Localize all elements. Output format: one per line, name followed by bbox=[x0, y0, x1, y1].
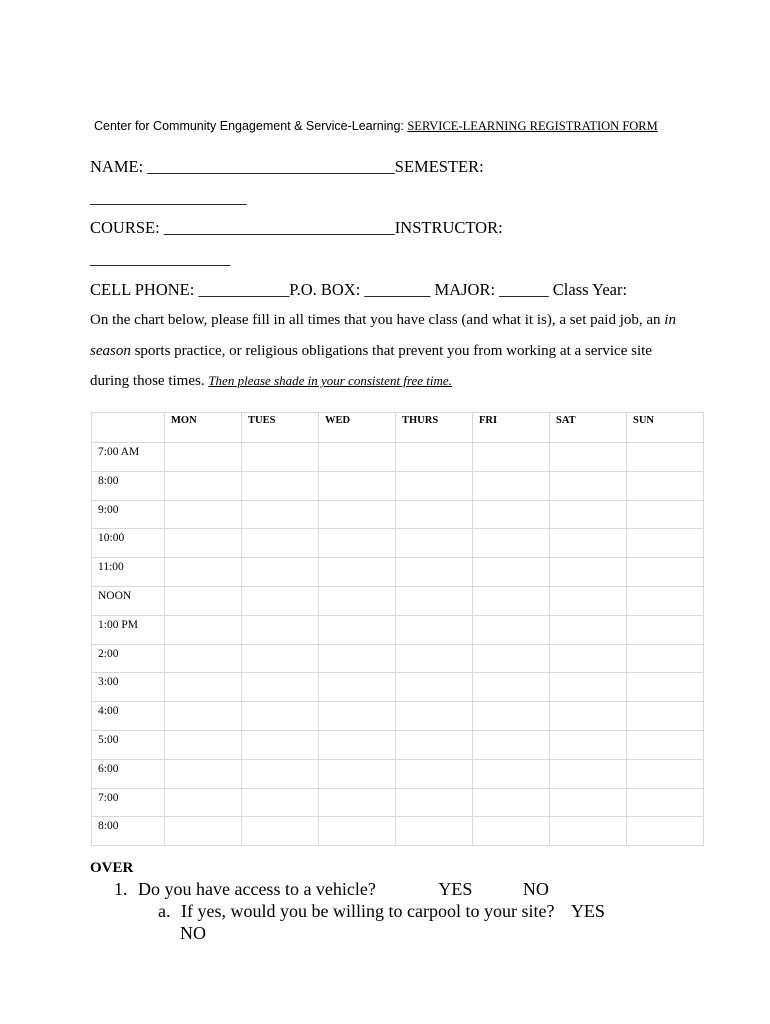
schedule-cell[interactable] bbox=[319, 529, 396, 558]
schedule-cell[interactable] bbox=[319, 500, 396, 529]
schedule-cell[interactable] bbox=[473, 788, 550, 817]
schedule-cell[interactable] bbox=[550, 817, 627, 846]
time-label: NOON bbox=[92, 586, 165, 615]
schedule-cell[interactable] bbox=[627, 817, 704, 846]
day-header: FRI bbox=[473, 413, 550, 443]
schedule-cell[interactable] bbox=[396, 817, 473, 846]
q1a-label: a. bbox=[158, 901, 171, 921]
instructions-part2: sports practice, or religious obligations that prevent you from working at a service site during those times. bbox=[90, 342, 652, 389]
schedule-cell[interactable] bbox=[319, 558, 396, 587]
schedule-cell[interactable] bbox=[627, 702, 704, 731]
schedule-cell[interactable] bbox=[396, 443, 473, 472]
q1-text: Do you have access to a vehicle? bbox=[138, 879, 376, 899]
schedule-cell[interactable] bbox=[550, 443, 627, 472]
schedule-cell[interactable] bbox=[242, 788, 319, 817]
time-label: 8:00 bbox=[92, 471, 165, 500]
schedule-cell[interactable] bbox=[242, 644, 319, 673]
schedule-cell[interactable] bbox=[242, 586, 319, 615]
schedule-cell[interactable] bbox=[627, 586, 704, 615]
q1-no-option[interactable]: NO bbox=[522, 879, 549, 899]
schedule-cell[interactable] bbox=[396, 673, 473, 702]
schedule-cell[interactable] bbox=[550, 759, 627, 788]
time-label: 4:00 bbox=[92, 702, 165, 731]
form-title: SERVICE-LEARNING REGISTRATION FORM bbox=[407, 119, 658, 133]
schedule-cell[interactable] bbox=[319, 443, 396, 472]
day-header: WED bbox=[319, 413, 396, 443]
instructions-italic: in season bbox=[90, 312, 676, 359]
schedule-cell[interactable] bbox=[550, 500, 627, 529]
schedule-cell[interactable] bbox=[165, 788, 242, 817]
schedule-cell[interactable] bbox=[627, 759, 704, 788]
table-row bbox=[92, 759, 704, 788]
q1a-text: If yes, would you be willing to carpool to your site? bbox=[181, 901, 555, 921]
schedule-cell[interactable] bbox=[396, 730, 473, 759]
schedule-cell[interactable] bbox=[165, 673, 242, 702]
schedule-cell[interactable] bbox=[627, 500, 704, 529]
table-row bbox=[92, 529, 704, 558]
schedule-cell[interactable] bbox=[242, 558, 319, 587]
day-header: THURS bbox=[396, 413, 473, 443]
schedule-cell[interactable] bbox=[550, 673, 627, 702]
table-row bbox=[92, 673, 704, 702]
schedule-cell[interactable] bbox=[473, 615, 550, 644]
schedule-cell[interactable] bbox=[550, 558, 627, 587]
schedule-cell[interactable] bbox=[550, 586, 627, 615]
schedule-cell[interactable] bbox=[165, 615, 242, 644]
schedule-cell[interactable] bbox=[242, 471, 319, 500]
schedule-cell[interactable] bbox=[550, 615, 627, 644]
schedule-cell[interactable] bbox=[165, 500, 242, 529]
time-label: 6:00 bbox=[92, 759, 165, 788]
schedule-cell[interactable] bbox=[319, 788, 396, 817]
time-label: 8:00 bbox=[92, 817, 165, 846]
schedule-cell[interactable] bbox=[396, 788, 473, 817]
contact-line[interactable]: CELL PHONE: ___________P.O. BOX: ________ MAJOR: ______ Class Year: bbox=[90, 280, 628, 299]
schedule-cell[interactable] bbox=[396, 471, 473, 500]
schedule-cell[interactable] bbox=[473, 759, 550, 788]
schedule-cell[interactable] bbox=[473, 500, 550, 529]
semester-blank[interactable]: ___________________ bbox=[90, 188, 247, 207]
time-label: 10:00 bbox=[92, 529, 165, 558]
schedule-cell[interactable] bbox=[242, 702, 319, 731]
table-row bbox=[92, 586, 704, 615]
table-row bbox=[92, 702, 704, 731]
q1a-no-option[interactable]: NO bbox=[180, 923, 206, 943]
instructions-part1: On the chart below, please fill in all times that you have class (and what it is), a set paid job, an bbox=[90, 312, 665, 328]
schedule-cell[interactable] bbox=[242, 443, 319, 472]
schedule-cell[interactable] bbox=[627, 615, 704, 644]
table-row bbox=[92, 817, 704, 846]
schedule-cell[interactable] bbox=[627, 730, 704, 759]
schedule-cell[interactable] bbox=[396, 529, 473, 558]
schedule-cell[interactable] bbox=[550, 644, 627, 673]
time-label: 5:00 bbox=[92, 730, 165, 759]
table-row bbox=[92, 615, 704, 644]
schedule-cell[interactable] bbox=[396, 615, 473, 644]
question-vehicle bbox=[114, 879, 549, 900]
schedule-cell[interactable] bbox=[473, 529, 550, 558]
schedule-cell[interactable] bbox=[165, 730, 242, 759]
table-row bbox=[92, 443, 704, 472]
schedule-cell[interactable] bbox=[165, 529, 242, 558]
schedule-cell[interactable] bbox=[319, 817, 396, 846]
schedule-cell[interactable] bbox=[627, 788, 704, 817]
schedule-cell[interactable] bbox=[473, 471, 550, 500]
schedule-cell[interactable] bbox=[627, 644, 704, 673]
schedule-cell[interactable] bbox=[242, 615, 319, 644]
schedule-cell[interactable] bbox=[473, 673, 550, 702]
schedule-cell[interactable] bbox=[473, 702, 550, 731]
time-label: 11:00 bbox=[92, 558, 165, 587]
schedule-cell[interactable] bbox=[473, 443, 550, 472]
schedule-cell[interactable] bbox=[627, 471, 704, 500]
schedule-cell[interactable] bbox=[396, 759, 473, 788]
instructor-blank[interactable]: _________________ bbox=[90, 249, 231, 268]
day-header: SAT bbox=[550, 413, 627, 443]
day-header: TUES bbox=[242, 413, 319, 443]
schedule-cell[interactable] bbox=[165, 586, 242, 615]
schedule-cell[interactable] bbox=[165, 558, 242, 587]
table-row bbox=[92, 730, 704, 759]
name-semester-line[interactable]: NAME: ______________________________SEMESTER: bbox=[90, 157, 484, 176]
schedule-cell[interactable] bbox=[319, 644, 396, 673]
schedule-cell[interactable] bbox=[319, 673, 396, 702]
schedule-cell[interactable] bbox=[165, 702, 242, 731]
form-header bbox=[94, 119, 694, 134]
schedule-cell[interactable] bbox=[242, 759, 319, 788]
schedule-cell[interactable] bbox=[242, 817, 319, 846]
time-label: 7:00 bbox=[92, 788, 165, 817]
schedule-cell[interactable] bbox=[242, 673, 319, 702]
question-carpool bbox=[158, 901, 605, 922]
table-row bbox=[92, 644, 704, 673]
schedule-cell[interactable] bbox=[550, 471, 627, 500]
schedule-cell[interactable] bbox=[242, 730, 319, 759]
schedule-cell[interactable] bbox=[473, 730, 550, 759]
day-header: MON bbox=[165, 413, 242, 443]
schedule-cell[interactable] bbox=[319, 471, 396, 500]
time-label: 7:00 AM bbox=[92, 443, 165, 472]
schedule-cell[interactable] bbox=[550, 788, 627, 817]
schedule-cell[interactable] bbox=[319, 702, 396, 731]
schedule-cell[interactable] bbox=[627, 673, 704, 702]
schedule-cell[interactable] bbox=[473, 817, 550, 846]
schedule-cell[interactable] bbox=[242, 500, 319, 529]
instructions-underlined: Then please shade in your consistent free time. bbox=[208, 373, 452, 388]
table-row bbox=[92, 788, 704, 817]
schedule-cell[interactable] bbox=[627, 558, 704, 587]
schedule-cell[interactable] bbox=[627, 529, 704, 558]
schedule-cell[interactable] bbox=[319, 730, 396, 759]
q1-number: 1. bbox=[114, 879, 128, 899]
schedule-cell[interactable] bbox=[550, 702, 627, 731]
center-name: Center for Community Engagement & Service-Learning: bbox=[94, 119, 404, 133]
course-instructor-line[interactable]: COURSE: ____________________________INSTRUCTOR: bbox=[90, 218, 503, 237]
schedule-cell[interactable] bbox=[319, 586, 396, 615]
schedule-cell[interactable] bbox=[242, 529, 319, 558]
schedule-cell[interactable] bbox=[473, 558, 550, 587]
schedule-cell[interactable] bbox=[165, 817, 242, 846]
table-row bbox=[92, 471, 704, 500]
schedule-cell[interactable] bbox=[473, 586, 550, 615]
schedule-cell[interactable] bbox=[396, 586, 473, 615]
time-label: 1:00 PM bbox=[92, 615, 165, 644]
instructions-paragraph bbox=[90, 305, 690, 397]
time-label: 2:00 bbox=[92, 644, 165, 673]
q1a-yes-option[interactable]: YES bbox=[570, 901, 605, 921]
schedule-header-row bbox=[92, 413, 704, 443]
schedule-cell[interactable] bbox=[396, 644, 473, 673]
day-header: SUN bbox=[627, 413, 704, 443]
corner-cell bbox=[92, 413, 165, 443]
schedule-cell[interactable] bbox=[396, 558, 473, 587]
over-label: OVER bbox=[90, 860, 134, 876]
time-label: 3:00 bbox=[92, 673, 165, 702]
schedule-cell[interactable] bbox=[550, 730, 627, 759]
schedule-cell[interactable] bbox=[473, 644, 550, 673]
schedule-cell[interactable] bbox=[550, 529, 627, 558]
schedule-table bbox=[91, 412, 704, 846]
schedule-cell[interactable] bbox=[396, 702, 473, 731]
schedule-cell[interactable] bbox=[627, 443, 704, 472]
schedule-cell[interactable] bbox=[165, 644, 242, 673]
q1-yes-option[interactable]: YES bbox=[438, 879, 473, 899]
table-row bbox=[92, 558, 704, 587]
schedule-cell[interactable] bbox=[319, 759, 396, 788]
schedule-cell[interactable] bbox=[319, 615, 396, 644]
schedule-cell[interactable] bbox=[165, 471, 242, 500]
schedule-cell[interactable] bbox=[396, 500, 473, 529]
schedule-cell[interactable] bbox=[165, 759, 242, 788]
schedule-cell[interactable] bbox=[165, 443, 242, 472]
table-row bbox=[92, 500, 704, 529]
time-label: 9:00 bbox=[92, 500, 165, 529]
